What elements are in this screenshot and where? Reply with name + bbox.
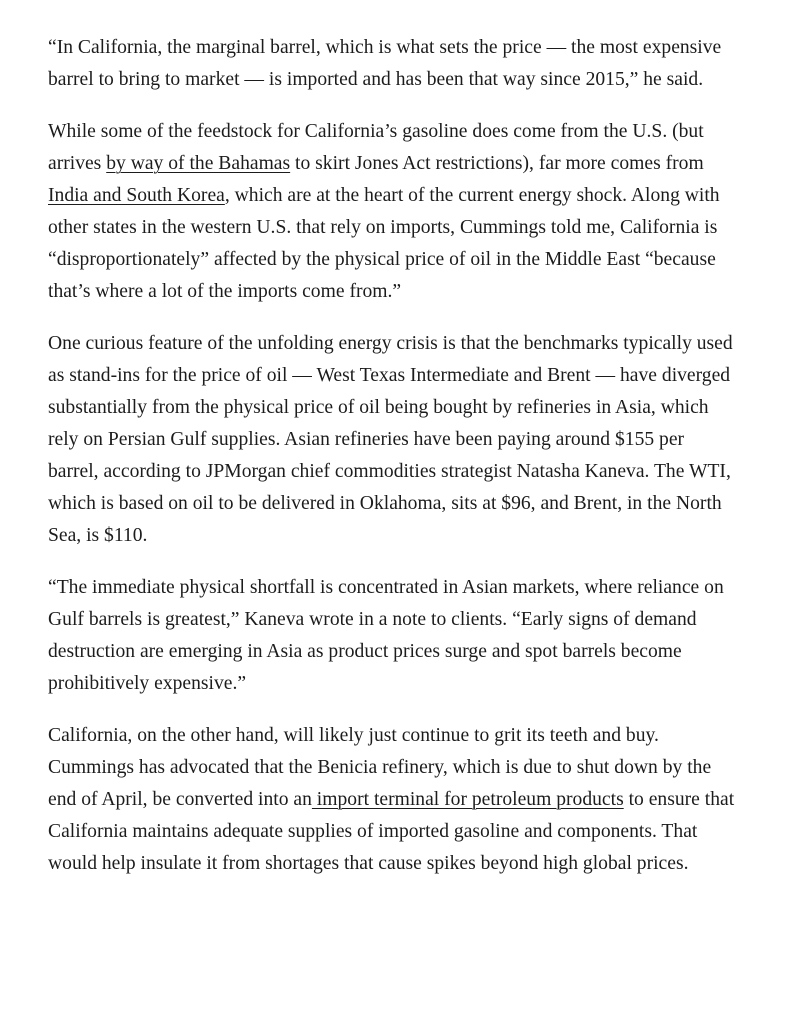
paragraph-2-text-a: While some of the feedstock for California’s gasoline does come from the U.S. (but arrives	[48, 121, 704, 174]
paragraph-2-text-b: to skirt Jones Act restrictions), far more comes from	[290, 153, 704, 174]
article-body	[48, 0, 738, 900]
paragraph-5-text-a: California, on the other hand, will likely just continue to grit its teeth and buy. Cummings has advocated that the Benicia refinery, which is due to shut down by the end of April, be converted into an	[48, 725, 712, 810]
article-paragraph-5	[48, 720, 738, 880]
article-paragraph-2	[48, 116, 738, 308]
article-paragraph-4	[48, 572, 738, 700]
india-south-korea-link[interactable]: India and South Korea	[48, 185, 225, 206]
bahamas-link[interactable]: by way of the Bahamas	[106, 153, 291, 174]
article-paragraph-3	[48, 328, 738, 552]
article-paragraph-cut-off	[48, 0, 738, 12]
import-terminal-link[interactable]: import terminal for petroleum products	[311, 789, 624, 810]
article-paragraph-1	[48, 32, 738, 96]
paragraph-1-text: “In California, the marginal barrel, which is what sets the price — the most expensive barrel to bring to market — is imported and has been that way since 2015,” he said.	[48, 37, 722, 90]
paragraph-3-text: One curious feature of the unfolding energy crisis is that the benchmarks typically used as stand-ins for the price of oil — West Texas Intermediate and Brent — have diverged substantially from the physical price of oil being bought by refineries in Asia, which rely on Persian Gulf supplies. Asian refineries have been paying around $155 per barrel, according to JPMorgan chief commodities strategist Natasha Kaneva. The WTI, which is based on oil to be delivered in Oklahoma, sits at $96, and Brent, in the North Sea, is $110.	[48, 333, 733, 546]
paragraph-4-text: “The immediate physical shortfall is concentrated in Asian markets, where reliance on Gulf barrels is greatest,” Kaneva wrote in a note to clients. “Early signs of demand destruction are emerging in Asia as product prices surge and spot barrels become prohibitively expensive.”	[48, 577, 724, 694]
paragraph-2-text-c: , which are at the heart of the current energy shock. Along with other states in the western U.S. that rely on imports, Cummings told me, California is “disproportionately” affected by the physical price of oil in the Middle East “because that’s where a lot of the imports come from.”	[48, 185, 720, 302]
paragraph-5-text-b: to ensure that California maintains adequate supplies of imported gasoline and components. That would help insulate it from shortages that cause spikes beyond high global prices.	[48, 789, 735, 874]
